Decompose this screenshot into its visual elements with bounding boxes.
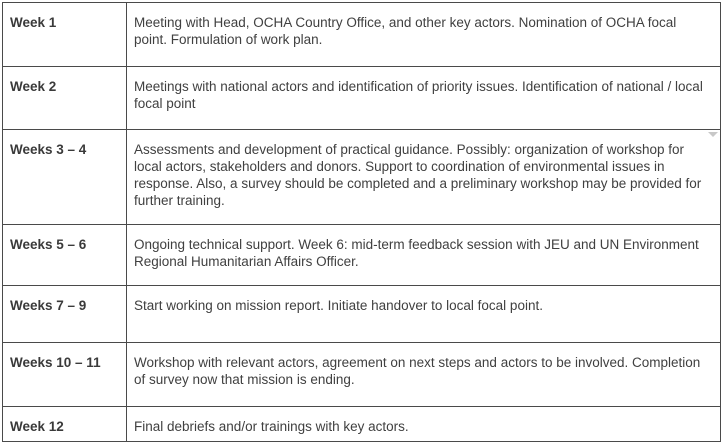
activity-description-cell[interactable]: Workshop with relevant actors, agreement on next steps and actors to be involved. Completion of survey now that mission is ending. <box>127 343 721 407</box>
table-row <box>3 343 721 407</box>
table-row <box>3 407 721 442</box>
table-row <box>3 130 721 224</box>
week-label-cell[interactable]: Week 1 <box>3 3 127 67</box>
activity-description-text: Assessments and development of practical guidance. Possibly: organization of workshop for local actors, stakeholders and donors. Support to coordination of environmental issues in response. Also, a survey should be completed and a preliminary workshop may be provided for further training. <box>134 142 702 209</box>
week-label-cell[interactable]: Week 12 <box>3 407 127 442</box>
activity-description-cell[interactable]: Start working on mission report. Initiate handover to local focal point. <box>127 286 721 343</box>
table-row <box>3 3 721 67</box>
activity-description-cell[interactable]: Ongoing technical support. Week 6: mid-term feedback session with JEU and UN Environment Regional Humanitarian Affairs Officer. <box>127 224 721 286</box>
week-label-cell[interactable]: Weeks 10 – 11 <box>3 343 127 407</box>
week-label-cell[interactable]: Weeks 5 – 6 <box>3 224 127 286</box>
week-label-cell[interactable]: Weeks 7 – 9 <box>3 286 127 343</box>
schedule-table <box>2 2 721 442</box>
activity-description-cell[interactable]: Meeting with Head, OCHA Country Office, and other key actors. Nomination of OCHA focal point. Formulation of work plan. <box>127 3 721 67</box>
table-row <box>3 224 721 286</box>
table-row <box>3 286 721 343</box>
week-label-cell[interactable]: Weeks 3 – 4 <box>3 130 127 224</box>
activity-description-cell-active[interactable] <box>127 130 721 224</box>
activity-description-cell[interactable]: Meetings with national actors and identification of priority issues. Identification of national / local focal point <box>127 66 721 130</box>
table-row <box>3 66 721 130</box>
activity-description-cell[interactable]: Final debriefs and/or trainings with key actors. <box>127 407 721 442</box>
cell-dropdown-marker-icon[interactable] <box>708 132 718 137</box>
week-label-cell[interactable]: Week 2 <box>3 66 127 130</box>
